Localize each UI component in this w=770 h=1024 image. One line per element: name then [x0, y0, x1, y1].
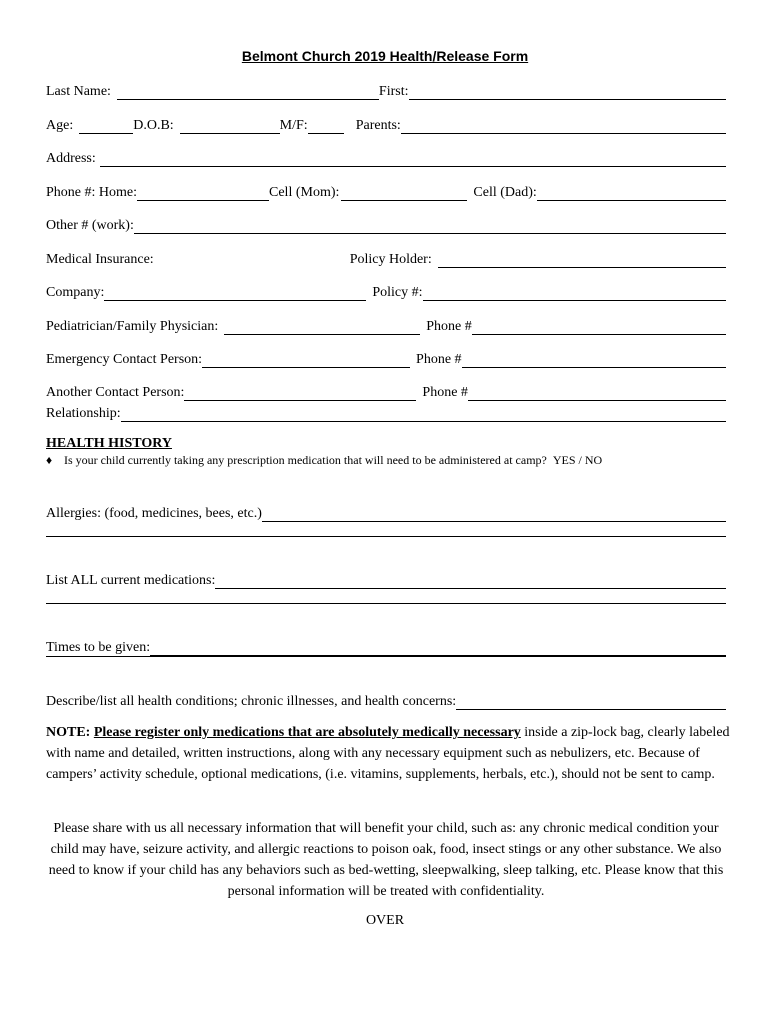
cell-dad-label: Cell (Dad):	[473, 185, 537, 200]
row-conditions	[46, 690, 726, 710]
pediatrician-phone-field[interactable]	[472, 320, 726, 335]
relationship-field[interactable]	[121, 407, 726, 422]
mf-label: M/F:	[279, 118, 308, 133]
medications-field-line-2[interactable]	[46, 603, 726, 604]
health-history-heading: HEALTH HISTORY	[46, 436, 172, 451]
policy-number-field[interactable]	[423, 286, 726, 301]
times-field-line-2[interactable]	[46, 656, 726, 657]
address-label: Address:	[46, 151, 96, 166]
phone-home-label: Phone #: Home:	[46, 185, 137, 200]
another-contact-label: Another Contact Person:	[46, 385, 185, 400]
row-times	[46, 636, 726, 656]
first-name-field[interactable]	[409, 85, 727, 100]
cell-dad-field[interactable]	[537, 186, 726, 201]
first-name-label: First:	[378, 84, 409, 99]
medications-label: List ALL current medications:	[46, 573, 216, 588]
row-age	[46, 114, 726, 134]
medical-insurance-label: Medical Insurance:	[46, 252, 154, 267]
times-label: Times to be given:	[46, 640, 151, 655]
other-work-label: Other # (work):	[46, 218, 134, 233]
last-name-field[interactable]	[117, 85, 379, 100]
note-label: NOTE:	[46, 725, 91, 740]
allergies-field-line-2[interactable]	[46, 536, 726, 537]
pediatrician-field[interactable]	[224, 320, 420, 335]
row-name	[46, 80, 726, 100]
medications-field[interactable]	[215, 574, 726, 589]
cell-mom-field[interactable]	[341, 186, 467, 201]
conditions-label: Describe/list all health conditions; chronic illnesses, and health concerns:	[46, 694, 457, 709]
dob-field[interactable]	[180, 119, 280, 134]
policy-holder-label: Policy Holder:	[349, 252, 432, 267]
phone-home-field[interactable]	[137, 186, 269, 201]
relationship-label: Relationship:	[46, 406, 121, 421]
row-address	[46, 147, 726, 167]
note-emphasis: Please register only medications that are absolutely medically necessary	[93, 725, 521, 740]
prescription-question-text: Is your child currently taking any prescription medication that will need to be administered at camp?	[64, 453, 547, 467]
pediatrician-label: Pediatrician/Family Physician:	[46, 319, 219, 334]
row-medications	[46, 569, 726, 589]
conditions-field[interactable]	[456, 695, 726, 710]
age-field[interactable]	[79, 119, 133, 134]
dob-label: D.O.B:	[133, 118, 174, 133]
pediatrician-phone-label: Phone #	[426, 319, 472, 334]
yes-no-options[interactable]: YES / NO	[552, 453, 603, 467]
age-label: Age:	[46, 118, 74, 133]
emergency-contact-label: Emergency Contact Person:	[46, 352, 203, 367]
row-allergies	[46, 502, 726, 522]
row-relationship	[46, 402, 726, 422]
row-pediatrician	[46, 315, 726, 335]
form-title: Belmont Church 2019 Health/Release Form	[241, 48, 529, 64]
allergies-label: Allergies: (food, medicines, bees, etc.)	[46, 506, 262, 521]
row-insurance	[46, 248, 726, 268]
over-label: OVER	[365, 913, 405, 928]
times-field[interactable]	[150, 641, 726, 656]
cell-mom-label: Cell (Mom):	[269, 185, 340, 200]
emergency-phone-field[interactable]	[462, 353, 726, 368]
other-work-field[interactable]	[134, 219, 726, 234]
row-other-work	[46, 214, 726, 234]
note-paragraph	[46, 722, 730, 785]
mf-field[interactable]	[308, 119, 344, 134]
company-label: Company:	[46, 285, 105, 300]
prescription-question	[46, 453, 602, 468]
emergency-contact-field[interactable]	[202, 353, 410, 368]
company-field[interactable]	[104, 286, 366, 301]
info-paragraph: Please share with us all necessary information that will benefit your child, such as: any chronic medical condition your child may have, seizure activity, and allergic reactions to poison oak, food, insect stings or any other substance. We also need to know if your child has any behaviors such as bed-wetting, sleepwalking, sleep talking, etc. Please know that this personal information will be treated with confidentiality.	[48, 821, 724, 899]
another-phone-field[interactable]	[468, 386, 726, 401]
row-company	[46, 281, 726, 301]
row-emergency-contact	[46, 348, 726, 368]
row-another-contact	[46, 381, 726, 401]
row-phones	[46, 181, 726, 201]
policy-holder-field[interactable]	[438, 253, 726, 268]
policy-number-label: Policy #:	[372, 285, 423, 300]
bullet-diamond-icon: ♦	[46, 453, 53, 467]
parents-field[interactable]	[401, 119, 726, 134]
another-phone-label: Phone #	[422, 385, 468, 400]
parents-label: Parents:	[355, 118, 401, 133]
allergies-field[interactable]	[262, 507, 726, 522]
address-field[interactable]	[100, 152, 726, 167]
another-contact-field[interactable]	[184, 386, 416, 401]
note-rest: inside a zip-lock bag, clearly labeled with name and detailed, written instructions, along with any necessary equipment such as nebulizers, etc. Because of campers’ activity schedule, optional medications, (i.e. vitamins, supplements, herbals, etc.), should not be sent to camp.	[46, 725, 730, 782]
emergency-phone-label: Phone #	[416, 352, 462, 367]
last-name-label: Last Name:	[46, 84, 111, 99]
